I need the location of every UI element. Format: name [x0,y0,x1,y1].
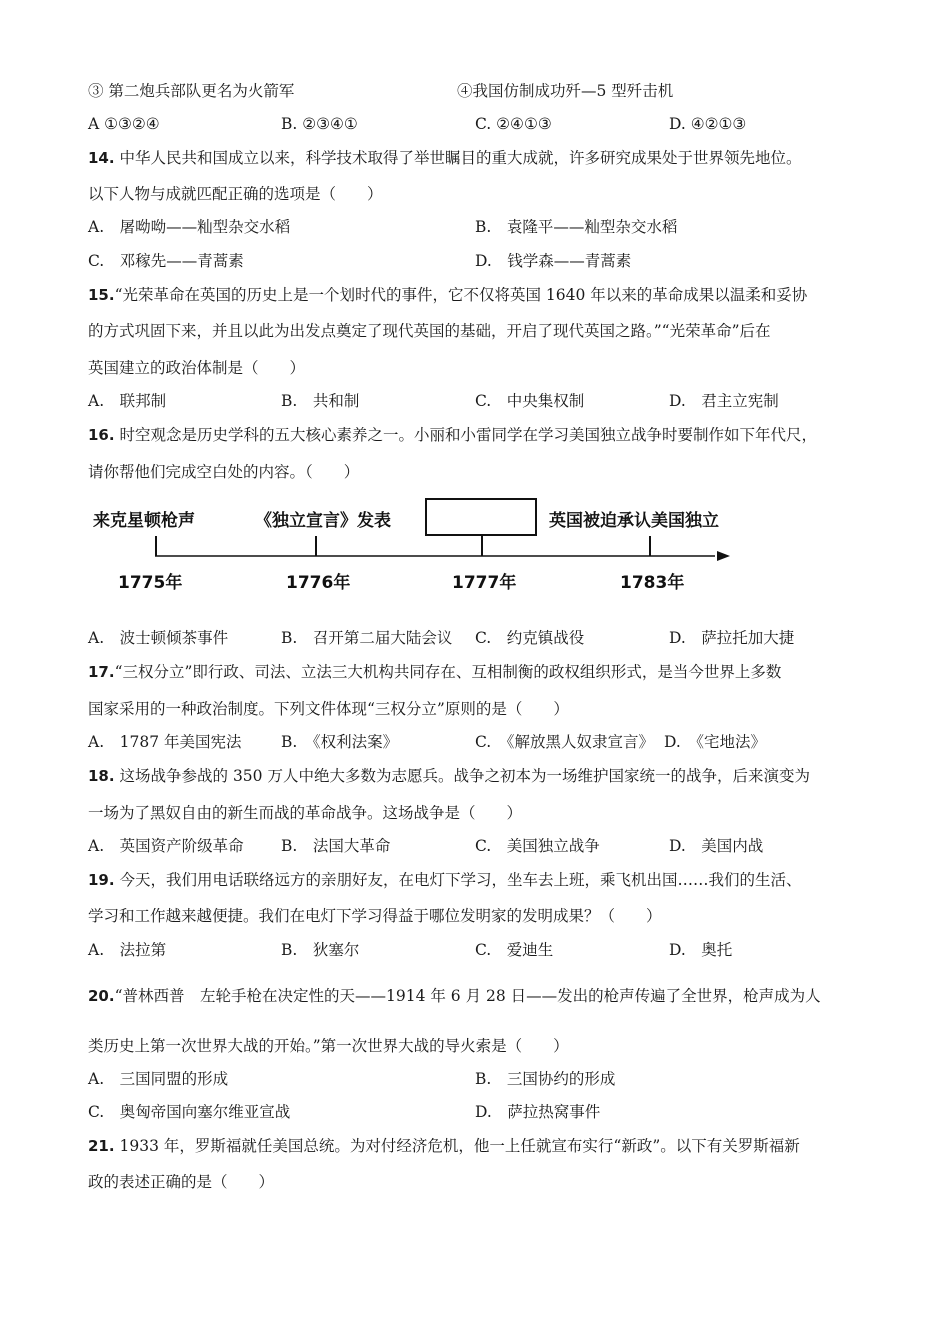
q15-option-a[interactable]: A. 联邦制 [88,392,167,410]
q13-option-b[interactable]: B. ②③④① [281,115,358,133]
q19-stem-text-1: 今天，我们用电话联络远方的亲朋好友，在电灯下学习，坐车去上班，乘飞机出国……我们的生活、 [119,871,802,889]
q20-stem-text-1: “普林西普 左轮手枪在决定性的天——1914 年 6 月 28 日——发出的枪声传遍了全世界，枪声成为人 [114,987,821,1005]
q18-option-a[interactable]: A. 英国资产阶级革命 [88,837,244,855]
q13-option-d[interactable]: D. ④②①③ [669,115,747,133]
q13-options [88,113,888,135]
q20-options-row-2 [88,1101,888,1123]
timeline-event-lexington: 来克星顿枪声 [93,511,195,531]
q20-option-a[interactable]: A. 三国同盟的形成 [88,1070,229,1088]
q15-stem-line-1 [88,284,807,306]
timeline-arrowhead [717,551,730,561]
q20-stem-line-1 [88,985,821,1007]
q14-stem-line-2: 以下人物与成就匹配正确的选项是（ ） [88,185,383,203]
q18-stem-line-2: 一场为了黑奴自由的新生而战的革命战争。这场战争是（ ） [88,804,523,822]
q14-option-b[interactable]: B. 袁隆平——籼型杂交水稻 [475,218,678,236]
q13-option-c[interactable]: C. ②④①③ [475,115,552,133]
q17-option-c[interactable]: C. 《解放黑人奴隶宣言》 [475,733,654,751]
q19-stem-line-1 [88,869,802,891]
timeline-event-declaration: 《独立宣言》发表 [255,511,391,531]
q15-option-b[interactable]: B. 共和制 [281,392,360,410]
q16-number: 16. [88,426,115,444]
timeline-year-1776: 1776年 [286,573,351,593]
q15-options [88,390,888,412]
q21-stem-text-1: 1933 年，罗斯福就任美国总统。为对付经济危机，他一上任就宣布实行“新政”。以下有关罗斯福新 [119,1137,800,1155]
q15-number: 15. [88,286,115,304]
q13-option-a[interactable]: A ①③②④ [88,115,160,133]
q18-options [88,835,888,857]
timeline-year-1777: 1777年 [452,573,517,593]
q17-number: 17. [88,663,115,681]
q17-options [88,731,888,753]
q20-number: 20. [88,987,115,1005]
q21-stem-line-2: 政的表述正确的是（ ） [88,1173,275,1191]
q18-number: 18. [88,767,115,785]
q18-option-b[interactable]: B. 法国大革命 [281,837,391,855]
q19-option-b[interactable]: B. 狄塞尔 [281,941,360,959]
q18-option-d[interactable]: D. 美国内战 [669,837,764,855]
q20-option-d[interactable]: D. 萨拉热窝事件 [475,1103,601,1121]
q19-option-c[interactable]: C. 爱迪生 [475,941,554,959]
q15-stem-line-2: 的方式巩固下来，并且以此为出发点奠定了现代英国的基础，开启了现代英国之路。”“光荣革命”后在 [88,322,771,340]
q18-option-c[interactable]: C. 美国独立战争 [475,837,600,855]
q16-option-b[interactable]: B. 召开第二届大陆会议 [281,629,453,647]
q20-option-b[interactable]: B. 三国协约的形成 [475,1070,616,1088]
q19-option-d[interactable]: D. 奥托 [669,941,733,959]
q15-stem-line-3: 英国建立的政治体制是（ ） [88,359,306,377]
q16-option-a[interactable]: A. 波士顿倾茶事件 [88,629,229,647]
q18-stem-line-1 [88,765,810,787]
q14-option-d[interactable]: D. 钱学森——青蒿素 [475,252,632,270]
q13-item-4: ④我国仿制成功歼—5 型歼击机 [457,82,674,100]
q14-stem-line-1 [88,147,802,169]
q21-stem-line-1 [88,1135,800,1157]
q21-number: 21. [88,1137,115,1155]
q14-options-row-1 [88,216,888,238]
q14-options-row-2 [88,250,888,272]
q19-number: 19. [88,871,115,889]
q16-stem-text-1: 时空观念是历史学科的五大核心素养之一。小丽和小雷同学在学习美国独立战争时要制作如下年代尺， [119,426,818,444]
q13-item-3: ③ 第二炮兵部队更名为火箭军 [88,82,295,100]
q14-stem-text-1: 中华人民共和国成立以来，科学技术取得了举世瞩目的重大成就，许多研究成果处于世界领先地位。 [119,149,802,167]
timeline-blank-box [426,499,536,535]
q16-stem-line-2: 请你帮他们完成空白处的内容。（ ） [88,463,360,481]
timeline-figure [85,492,735,602]
q15-option-c[interactable]: C. 中央集权制 [475,392,585,410]
q19-options [88,939,888,961]
q17-stem-text-1: “三权分立”即行政、司法、立法三大机构共同存在、互相制衡的政权组织形式，是当今世界上多数 [114,663,782,681]
q20-options-row-1 [88,1068,888,1090]
q16-option-d[interactable]: D. 萨拉托加大捷 [669,629,795,647]
q14-option-c[interactable]: C. 邓稼先——青蒿素 [88,252,244,270]
q18-stem-text-1: 这场战争参战的 350 万人中绝大多数为志愿兵。战争之初本为一场维护国家统一的战争，后来演变为 [119,767,810,785]
q19-stem-line-2: 学习和工作越来越便捷。我们在电灯下学习得益于哪位发明家的发明成果？（ ） [88,907,662,925]
timeline-year-1783: 1783年 [620,573,685,593]
q19-option-a[interactable]: A. 法拉第 [88,941,167,959]
q15-option-d[interactable]: D. 君主立宪制 [669,392,779,410]
q16-stem-line-1 [88,424,817,446]
q15-stem-text-1: “光荣革命在英国的历史上是一个划时代的事件，它不仅将英国 1640 年以来的革命成果以温柔和妥协 [114,286,808,304]
q17-stem-line-1 [88,661,781,683]
q17-option-b[interactable]: B. 《权利法案》 [281,733,399,751]
q16-option-c[interactable]: C. 约克镇战役 [475,629,585,647]
q16-options [88,627,888,649]
timeline-year-1775: 1775年 [118,573,183,593]
q14-option-a[interactable]: A. 屠呦呦——籼型杂交水稻 [88,218,291,236]
q14-number: 14. [88,149,115,167]
q20-stem-line-2: 类历史上第一次世界大战的开始。”第一次世界大战的导火索是（ ） [88,1037,569,1055]
timeline-event-recognition: 英国被迫承认美国独立 [549,511,719,531]
q17-option-a[interactable]: A. 1787 年美国宪法 [88,733,242,751]
q17-option-d[interactable]: D. 《宅地法》 [664,733,767,751]
q20-option-c[interactable]: C. 奥匈帝国向塞尔维亚宣战 [88,1103,291,1121]
q17-stem-line-2: 国家采用的一种政治制度。下列文件体现“三权分立”原则的是（ ） [88,700,569,718]
